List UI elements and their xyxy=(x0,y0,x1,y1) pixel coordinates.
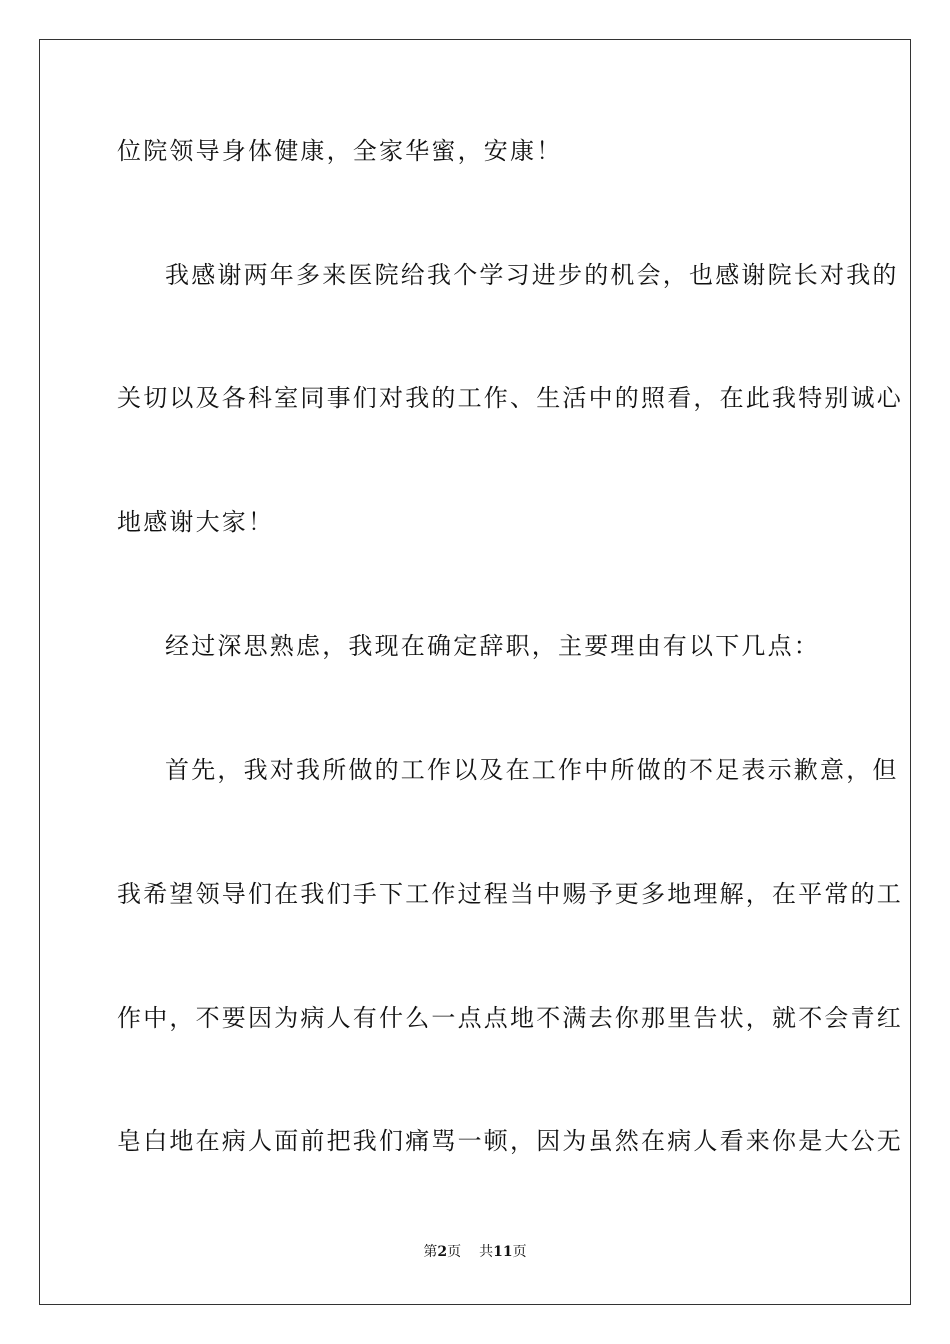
text-line-7: 我希望领导们在我们手下工作过程当中赐予更多地理解，在平常的工 xyxy=(117,880,903,908)
text-line-4: 地感谢大家！ xyxy=(117,508,275,536)
text-line-9: 皂白地在病人面前把我们痛骂一顿，因为虽然在病人看来你是大公无 xyxy=(117,1127,903,1155)
text-line-5: 经过深思熟虑，我现在确定辞职，主要理由有以下几点： xyxy=(165,632,820,660)
page-footer xyxy=(0,1243,950,1261)
text-line-1: 位院领导身体健康，全家华蜜，安康！ xyxy=(117,137,563,165)
page-frame xyxy=(39,39,911,1305)
text-line-8: 作中，不要因为病人有什么一点点地不满去你那里告状，就不会青红 xyxy=(117,1004,903,1032)
text-line-3: 关切以及各科室同事们对我的工作、生活中的照看，在此我特别诚心 xyxy=(117,384,903,412)
page-number: 第2页 xyxy=(423,1244,462,1260)
text-line-6: 首先，我对我所做的工作以及在工作中所做的不足表示歉意，但 xyxy=(165,756,899,784)
text-line-2: 我感谢两年多来医院给我个学习进步的机会，也感谢院长对我的 xyxy=(165,261,899,289)
page-total: 共11页 xyxy=(479,1244,527,1260)
